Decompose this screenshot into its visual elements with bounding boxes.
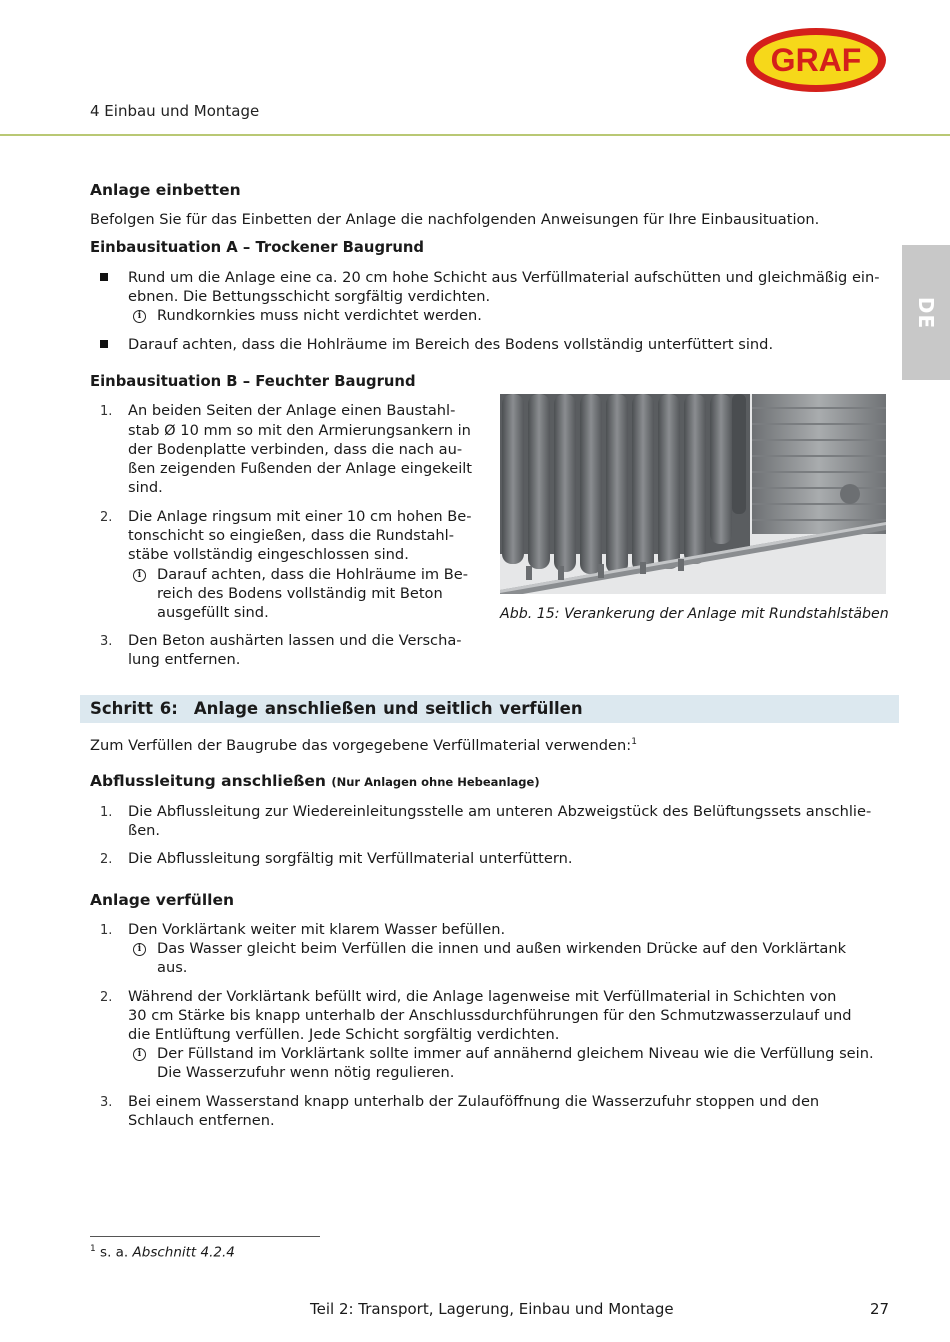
situation-a-item1-line1: Rund um die Anlage eine ca. 20 cm hohe Schicht aus Verfüllmaterial aufschütten und gleichmäßig ein- bbox=[128, 269, 880, 286]
figure-tank-anchoring bbox=[500, 394, 886, 594]
abfluss-title: Abflussleitung anschließen (Nur Anlagen ohne Hebeanlage) bbox=[90, 772, 540, 790]
footnote-prefix: s. a. bbox=[100, 1244, 129, 1261]
info-icon: i bbox=[133, 569, 146, 582]
verfuellen-item2-line1: Während der Vorklärtank befüllt wird, die Anlage lagenweise mit Verfüllmaterial in Schichten von bbox=[128, 988, 837, 1005]
situation-b-item2-line2: tonschicht so eingießen, dass die Rundstahl- bbox=[128, 527, 454, 544]
step-label: Schritt 6: bbox=[90, 699, 178, 718]
figure-caption: Abb. 15: Verankerung der Anlage mit Rundstahlstäben bbox=[500, 606, 889, 622]
section-intro: Befolgen Sie für das Einbetten der Anlage die nachfolgenden Anweisungen für Ihre Einbausituation. bbox=[90, 211, 820, 228]
situation-b-item1-line2: stab Ø 10 mm so mit den Armierungsankern in bbox=[128, 422, 471, 439]
verfuellen-item1-info-line2: aus. bbox=[157, 959, 188, 976]
list-number: 1. bbox=[100, 404, 113, 419]
verfuellen-item2-info-line1: Der Füllstand im Vorklärtank sollte immer auf annähernd gleichem Niveau wie die Verfüllung sein. bbox=[157, 1045, 874, 1062]
situation-b-item1-line4: ßen zeigenden Fußenden der Anlage eingekeilt bbox=[128, 460, 473, 477]
chapter-heading: 4 Einbau und Montage bbox=[90, 102, 260, 120]
list-number: 1. bbox=[100, 805, 113, 820]
situation-b-item2-line3: stäbe vollständig eingeschlossen sind. bbox=[128, 546, 409, 563]
verfuellen-item2-line3: die Entlüftung verfüllen. Jede Schicht sorgfältig verdichten. bbox=[128, 1026, 560, 1043]
list-number: 1. bbox=[100, 923, 113, 938]
verfuellen-item2-info-line2: Die Wasserzufuhr wenn nötig regulieren. bbox=[157, 1064, 455, 1081]
abfluss-item1-line1: Die Abflussleitung zur Wiedereinleitungsstelle am unteren Abzweigstück des Belüftungssets anschlie- bbox=[128, 803, 872, 820]
step-intro: Zum Verfüllen der Baugrube das vorgegebene Verfüllmaterial verwenden:$^1$ bbox=[90, 736, 637, 754]
situation-b-item2-info-line3: ausgefüllt sind. bbox=[157, 604, 269, 621]
svg-text:GRAF: GRAF bbox=[770, 42, 862, 78]
situation-b-item2-line1: Die Anlage ringsum mit einer 10 cm hohen Be- bbox=[128, 508, 472, 525]
situation-a-item2: Darauf achten, dass die Hohlräume im Bereich des Bodens vollständig unterfüttert sind. bbox=[128, 336, 774, 353]
situation-b-item1-line5: sind. bbox=[128, 479, 163, 496]
footnote-mark: 1 bbox=[90, 1244, 96, 1254]
situation-b-title: Einbausituation B – Feuchter Baugrund bbox=[90, 373, 416, 390]
verfuellen-item3-line2: Schlauch entfernen. bbox=[128, 1112, 275, 1129]
info-icon: i bbox=[133, 310, 146, 323]
section-title-einbetten: Anlage einbetten bbox=[90, 181, 241, 199]
situation-b-item1-line1: An beiden Seiten der Anlage einen Baustahl- bbox=[128, 402, 456, 419]
language-tab-label: DE bbox=[914, 296, 938, 329]
situation-b-item3-line2: lung entfernen. bbox=[128, 651, 241, 668]
abfluss-item1-line2: ßen. bbox=[128, 822, 161, 839]
situation-b-item1-line3: der Bodenplatte verbinden, dass die nach au- bbox=[128, 441, 463, 458]
situation-a-item1-line2: ebnen. Die Bettungsschicht sorgfältig verdichten. bbox=[128, 288, 491, 305]
page-number: 27 bbox=[870, 1300, 890, 1318]
graf-logo bbox=[744, 26, 888, 94]
verfuellen-item1-info-line1: Das Wasser gleicht beim Verfüllen die innen und außen wirkenden Drücke auf den Vorklärtank bbox=[157, 940, 847, 957]
list-number: 2. bbox=[100, 990, 113, 1005]
header-divider bbox=[0, 134, 950, 136]
situation-a-item1-info: Rundkornkies muss nicht verdichtet werden. bbox=[157, 307, 482, 324]
verfuellen-title: Anlage verfüllen bbox=[90, 891, 235, 909]
step-title bbox=[90, 699, 583, 718]
situation-b-item2-info-line2: reich des Bodens vollständig mit Beton bbox=[157, 585, 443, 602]
bullet-icon bbox=[100, 273, 108, 281]
info-icon: i bbox=[133, 943, 146, 956]
abfluss-item2: Die Abflussleitung sorgfältig mit Verfüllmaterial unterfüttern. bbox=[128, 850, 573, 867]
list-number: 2. bbox=[100, 852, 113, 867]
verfuellen-item2-line2: 30 cm Stärke bis knapp unterhalb der Anschlussdurchführungen für den Schmutzwasserzulauf und bbox=[128, 1007, 852, 1024]
info-icon: i bbox=[133, 1048, 146, 1061]
footer-title: Teil 2: Transport, Lagerung, Einbau und Montage bbox=[310, 1300, 674, 1318]
list-number: 2. bbox=[100, 510, 113, 525]
list-number: 3. bbox=[100, 1095, 113, 1110]
language-tab[interactable] bbox=[902, 245, 950, 380]
verfuellen-item3-line1: Bei einem Wasserstand knapp unterhalb der Zulauföffnung die Wasserzufuhr stoppen und den bbox=[128, 1093, 820, 1110]
situation-b-item3-line1: Den Beton aushärten lassen und die Verscha- bbox=[128, 632, 462, 649]
step-heading: Anlage anschließen und seitlich verfüllen bbox=[193, 699, 583, 718]
situation-b-item2-info-line1: Darauf achten, dass die Hohlräume im Be- bbox=[157, 566, 468, 583]
footnote-link[interactable]: Abschnitt 4.2.4 bbox=[132, 1244, 235, 1261]
bullet-icon bbox=[100, 340, 108, 348]
situation-a-title: Einbausituation A – Trockener Baugrund bbox=[90, 239, 424, 256]
footnote-divider bbox=[90, 1236, 320, 1237]
footnote bbox=[90, 1244, 235, 1261]
abfluss-note: (Nur Anlagen ohne Hebeanlage) bbox=[331, 775, 540, 789]
verfuellen-item1: Den Vorklärtank weiter mit klarem Wasser befüllen. bbox=[128, 921, 506, 938]
footnote-ref[interactable]: 1 bbox=[631, 737, 637, 747]
list-number: 3. bbox=[100, 634, 113, 649]
